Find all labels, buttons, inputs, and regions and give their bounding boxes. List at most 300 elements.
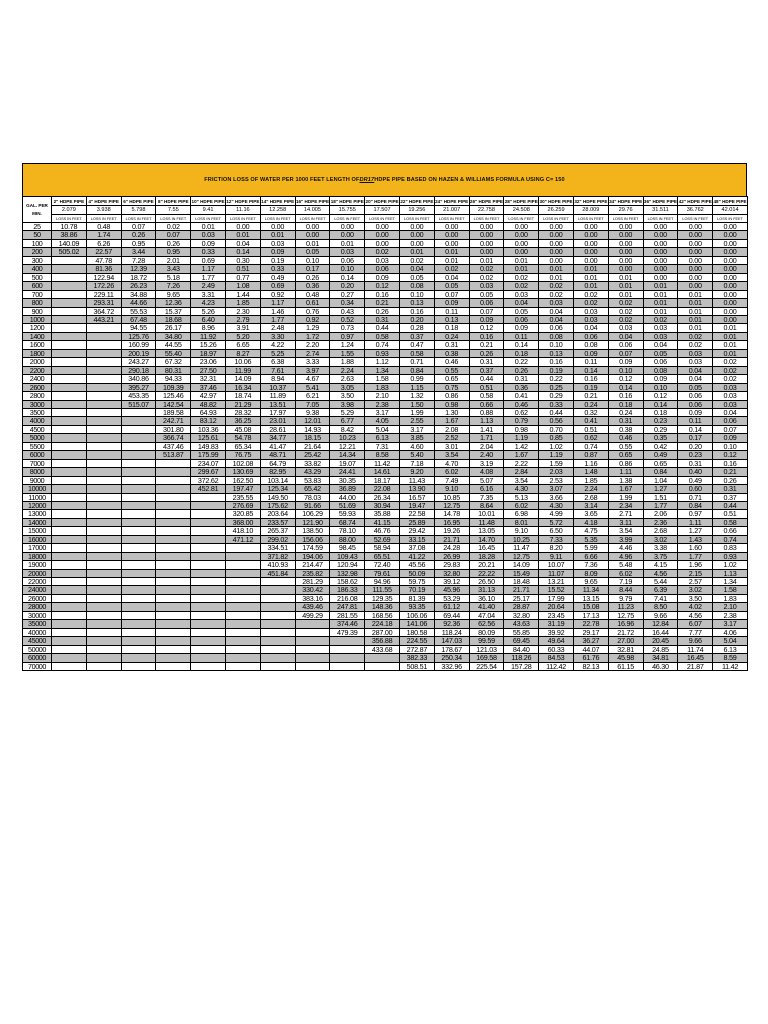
loss-cell: 5.44	[643, 578, 678, 586]
loss-cell	[156, 493, 191, 501]
loss-cell: 0.00	[713, 307, 748, 315]
loss-cell: 16.44	[643, 628, 678, 636]
gpm-cell: 10000	[23, 485, 52, 493]
loss-cell: 25.17	[504, 594, 539, 602]
gpm-cell: 1400	[23, 332, 52, 340]
loss-cell: 2.08	[434, 425, 469, 433]
loss-cell: 3.31	[191, 290, 226, 298]
loss-cell: 0.08	[399, 282, 434, 290]
loss-cell: 23.06	[191, 358, 226, 366]
loss-cell: 50.09	[399, 569, 434, 577]
loss-cell: 15.49	[504, 569, 539, 577]
loss-cell: 0.02	[365, 248, 400, 256]
loss-cell: 32.81	[608, 645, 643, 653]
loss-cell: 37.46	[191, 383, 226, 391]
loss-cell: 43.63	[504, 620, 539, 628]
loss-cell	[156, 476, 191, 484]
gpm-cell: 14000	[23, 518, 52, 526]
loss-cell: 0.03	[713, 400, 748, 408]
loss-cell: 39.12	[434, 578, 469, 586]
loss-cell	[52, 383, 87, 391]
loss-cell	[86, 375, 121, 383]
loss-cell	[191, 662, 226, 670]
loss-cell	[121, 544, 156, 552]
loss-cell: 1.85	[573, 476, 608, 484]
loss-cell: 16.45	[469, 544, 504, 552]
loss-cell: 109.43	[330, 552, 365, 560]
loss-cell	[260, 611, 295, 619]
loss-cell: 4.23	[191, 299, 226, 307]
loss-cell: 46.30	[643, 662, 678, 670]
loss-cell: 0.00	[713, 265, 748, 273]
loss-cell	[260, 620, 295, 628]
loss-cell: 6.07	[678, 620, 713, 628]
table-row	[23, 654, 748, 662]
loss-cell	[121, 594, 156, 602]
loss-cell: 0.00	[295, 231, 330, 239]
loss-cell: 224.18	[365, 620, 400, 628]
loss-cell	[52, 282, 87, 290]
loss-cell: 1.13	[469, 417, 504, 425]
loss-cell: 61.76	[573, 654, 608, 662]
loss-cell: 3.54	[608, 527, 643, 535]
loss-cell: 453.35	[121, 392, 156, 400]
loss-cell: 125.34	[260, 485, 295, 493]
loss-cell: 8.44	[608, 586, 643, 594]
loss-cell: 0.16	[539, 358, 574, 366]
loss-cell	[52, 527, 87, 535]
table-row	[23, 417, 748, 425]
loss-cell: 0.00	[399, 239, 434, 247]
loss-cell: 45.08	[225, 425, 260, 433]
pipe-size-header: 42" HDPE PIPE	[678, 198, 712, 204]
loss-cell: 189.58	[156, 408, 191, 416]
loss-cell: 5.41	[295, 383, 330, 391]
gpm-cell: 3500	[23, 408, 52, 416]
loss-cell	[52, 366, 87, 374]
loss-cell	[121, 637, 156, 645]
loss-cell: 7.41	[643, 594, 678, 602]
loss-cell: 0.87	[573, 451, 608, 459]
gpm-cell: 40000	[23, 628, 52, 636]
pipe-size-header: 10" HDPE PIPE	[191, 198, 225, 204]
table-row	[23, 349, 748, 357]
loss-cell: 0.01	[678, 290, 713, 298]
loss-cell: 94.96	[365, 578, 400, 586]
loss-cell: 24.41	[330, 468, 365, 476]
table-row	[23, 645, 748, 653]
gpm-cell: 900	[23, 307, 52, 315]
loss-cell	[52, 628, 87, 636]
loss-cell	[121, 501, 156, 509]
loss-cell: 0.00	[678, 239, 713, 247]
loss-cell: 0.05	[399, 273, 434, 281]
loss-cell: 78.03	[295, 493, 330, 501]
loss-cell: 121.03	[469, 645, 504, 653]
loss-cell	[121, 535, 156, 543]
loss-cell: 0.41	[573, 417, 608, 425]
loss-cell: 0.02	[156, 223, 191, 231]
loss-cell: 1.58	[713, 586, 748, 594]
table-row	[23, 434, 748, 442]
pipe-id-value: 15.755	[330, 206, 365, 215]
loss-cell: 2.79	[225, 315, 260, 323]
table-row	[23, 231, 748, 239]
loss-cell: 1.16	[573, 459, 608, 467]
loss-cell	[225, 594, 260, 602]
loss-cell: 0.00	[260, 223, 295, 231]
loss-cell: 0.01	[295, 239, 330, 247]
loss-cell: 0.06	[573, 332, 608, 340]
loss-cell: 11.92	[191, 332, 226, 340]
table-row	[23, 408, 748, 416]
table-row	[23, 518, 748, 526]
loss-cell: 0.21	[469, 341, 504, 349]
loss-cell: 0.00	[399, 231, 434, 239]
loss-cell: 0.10	[539, 341, 574, 349]
loss-cell: 2.84	[504, 468, 539, 476]
loss-cell: 24.28	[434, 544, 469, 552]
loss-cell: 1.77	[678, 552, 713, 560]
loss-cell: 1.12	[365, 358, 400, 366]
loss-cell	[121, 476, 156, 484]
pipe-size-header: 24" HDPE PIPE	[435, 198, 469, 204]
loss-cell: 55.53	[121, 307, 156, 315]
loss-cell	[156, 662, 191, 670]
loss-cell	[156, 485, 191, 493]
loss-cell: 22.08	[365, 485, 400, 493]
loss-cell: 4.06	[713, 628, 748, 636]
loss-cell: 2.10	[365, 392, 400, 400]
loss-cell: 0.03	[469, 282, 504, 290]
loss-cell	[156, 544, 191, 552]
loss-cell: 1.02	[713, 561, 748, 569]
loss-cell: 3.65	[573, 510, 608, 518]
table-row	[23, 637, 748, 645]
loss-cell: 0.13	[539, 349, 574, 357]
loss-cell: 4.75	[573, 527, 608, 535]
loss-cell: 0.01	[713, 324, 748, 332]
table-row	[23, 544, 748, 552]
gpm-cell: 600	[23, 282, 52, 290]
loss-cell: 5.26	[191, 307, 226, 315]
loss-cell: 121.90	[295, 518, 330, 526]
loss-cell	[156, 645, 191, 653]
loss-cell: 16.96	[608, 620, 643, 628]
loss-cell: 44.07	[573, 645, 608, 653]
loss-cell: 0.01	[608, 282, 643, 290]
loss-cell	[156, 637, 191, 645]
loss-cell: 0.01	[643, 290, 678, 298]
loss-cell	[225, 544, 260, 552]
table-row	[23, 425, 748, 433]
pipe-id-value: 14.005	[295, 206, 330, 215]
loss-cell: 0.25	[539, 383, 574, 391]
loss-cell: 14.70	[469, 535, 504, 543]
loss-cell: 12.75	[434, 501, 469, 509]
loss-cell: 106.29	[295, 510, 330, 518]
loss-cell: 9.10	[434, 485, 469, 493]
loss-cell: 0.01	[573, 265, 608, 273]
loss-cell: 0.13	[434, 315, 469, 323]
loss-cell: 7.28	[121, 256, 156, 264]
loss-cell: 20.45	[643, 637, 678, 645]
loss-cell: 0.70	[539, 425, 574, 433]
loss-cell: 13.51	[260, 400, 295, 408]
loss-cell: 1.02	[539, 442, 574, 450]
loss-cell	[86, 366, 121, 374]
loss-cell: 2.57	[678, 578, 713, 586]
pipe-id-value: 29.76	[608, 206, 643, 215]
loss-cell: 0.09	[260, 248, 295, 256]
loss-cell: 0.00	[678, 273, 713, 281]
loss-cell: 17.97	[260, 408, 295, 416]
loss-cell: 0.86	[434, 392, 469, 400]
loss-cell	[86, 459, 121, 467]
loss-cell: 0.00	[504, 223, 539, 231]
loss-cell: 0.03	[365, 256, 400, 264]
loss-cell: 0.02	[713, 375, 748, 383]
loss-cell	[121, 552, 156, 560]
loss-cell: 0.37	[713, 493, 748, 501]
loss-cell	[121, 578, 156, 586]
loss-cell: 0.95	[121, 239, 156, 247]
gpm-cell: 2600	[23, 383, 52, 391]
units-label: LOSS IN FEET	[191, 215, 226, 223]
loss-cell: 383.16	[295, 594, 330, 602]
gpm-cell: 11000	[23, 493, 52, 501]
loss-cell: 293.31	[86, 299, 121, 307]
loss-cell: 0.00	[678, 282, 713, 290]
loss-cell	[191, 645, 226, 653]
loss-cell: 0.03	[330, 248, 365, 256]
loss-cell: 81.36	[86, 265, 121, 273]
loss-cell: 437.46	[156, 442, 191, 450]
units-label: LOSS IN FEET	[330, 215, 365, 223]
loss-cell	[191, 561, 226, 569]
loss-cell: 0.01	[434, 248, 469, 256]
loss-cell: 0.00	[678, 231, 713, 239]
loss-cell: 235.55	[225, 493, 260, 501]
loss-cell	[86, 611, 121, 619]
loss-cell: 12.01	[295, 417, 330, 425]
loss-cell: 44.00	[330, 493, 365, 501]
loss-cell	[52, 400, 87, 408]
loss-cell: 7.31	[365, 442, 400, 450]
loss-cell: 0.71	[678, 493, 713, 501]
table-row	[23, 223, 748, 231]
gpm-cell: 50	[23, 231, 52, 239]
loss-cell	[295, 645, 330, 653]
loss-cell	[86, 501, 121, 509]
loss-cell: 0.49	[260, 273, 295, 281]
pipe-id-value: 31.511	[643, 206, 678, 215]
loss-cell: 0.00	[330, 231, 365, 239]
loss-cell: 0.00	[295, 223, 330, 231]
loss-cell: 1.42	[504, 442, 539, 450]
loss-cell: 84.53	[539, 654, 574, 662]
loss-cell: 72.40	[365, 561, 400, 569]
loss-cell: 103.36	[191, 425, 226, 433]
loss-cell: 9.65	[156, 290, 191, 298]
loss-cell: 281.29	[295, 578, 330, 586]
loss-cell: 88.00	[330, 535, 365, 543]
loss-cell: 6.13	[713, 645, 748, 653]
loss-cell	[225, 561, 260, 569]
loss-cell: 32.80	[504, 611, 539, 619]
loss-cell	[191, 544, 226, 552]
loss-cell	[86, 476, 121, 484]
gpm-cell: 35000	[23, 620, 52, 628]
loss-cell: 1.48	[573, 468, 608, 476]
loss-cell: 9.11	[539, 552, 574, 560]
loss-cell: 8.59	[713, 654, 748, 662]
gpm-cell: 1000	[23, 315, 52, 323]
table-row	[23, 332, 748, 340]
loss-cell: 0.10	[295, 256, 330, 264]
loss-cell: 14.34	[330, 451, 365, 459]
loss-cell: 0.00	[713, 231, 748, 239]
loss-cell: 22.57	[86, 248, 121, 256]
loss-cell: 0.16	[399, 307, 434, 315]
loss-cell	[191, 620, 226, 628]
pipe-id-value: 28.009	[573, 206, 608, 215]
loss-cell: 2.01	[156, 256, 191, 264]
loss-cell	[52, 425, 87, 433]
loss-cell: 0.17	[678, 434, 713, 442]
loss-cell: 15.37	[156, 307, 191, 315]
loss-cell: 30.94	[365, 501, 400, 509]
loss-cell	[52, 290, 87, 298]
loss-cell: 2.06	[643, 510, 678, 518]
loss-cell: 0.05	[469, 290, 504, 298]
loss-cell	[121, 493, 156, 501]
loss-cell: 0.26	[504, 366, 539, 374]
gpm-cell: 100	[23, 239, 52, 247]
loss-cell: 10.37	[260, 383, 295, 391]
loss-cell: 1.27	[678, 527, 713, 535]
pipe-id-value: 22.758	[469, 206, 504, 215]
gpm-cell: 4000	[23, 417, 52, 425]
loss-cell: 26.50	[469, 578, 504, 586]
loss-cell: 4.30	[504, 485, 539, 493]
loss-cell	[156, 594, 191, 602]
loss-cell	[52, 594, 87, 602]
loss-cell: 395.27	[121, 383, 156, 391]
loss-cell: 0.00	[539, 231, 574, 239]
pipe-id-value: 26.259	[539, 206, 574, 215]
loss-cell: 27.00	[608, 637, 643, 645]
loss-cell: 22.22	[469, 569, 504, 577]
loss-cell	[191, 493, 226, 501]
loss-cell	[260, 662, 295, 670]
loss-cell: 0.02	[399, 256, 434, 264]
loss-cell: 24.85	[643, 645, 678, 653]
gpm-cell: 9000	[23, 476, 52, 484]
loss-cell: 0.00	[678, 248, 713, 256]
loss-cell: 51.69	[330, 501, 365, 509]
loss-cell: 118.24	[434, 628, 469, 636]
table-header	[23, 197, 748, 223]
loss-cell: 21.72	[608, 628, 643, 636]
loss-cell: 26.34	[365, 493, 400, 501]
loss-cell: 1.46	[260, 307, 295, 315]
loss-cell: 214.47	[295, 561, 330, 569]
loss-cell	[52, 493, 87, 501]
loss-cell: 4.67	[295, 375, 330, 383]
units-label: LOSS IN FEET	[434, 215, 469, 223]
loss-cell: 0.01	[608, 273, 643, 281]
loss-cell: 4.70	[434, 459, 469, 467]
loss-cell: 0.00	[225, 223, 260, 231]
loss-cell: 2.03	[539, 468, 574, 476]
loss-cell	[86, 510, 121, 518]
loss-cell: 10.01	[469, 510, 504, 518]
loss-cell: 0.14	[225, 248, 260, 256]
loss-cell: 0.00	[365, 231, 400, 239]
loss-cell: 0.01	[330, 239, 365, 247]
loss-cell: 53.29	[434, 594, 469, 602]
loss-cell: 0.05	[295, 248, 330, 256]
loss-cell: 0.44	[365, 324, 400, 332]
loss-cell: 505.02	[52, 248, 87, 256]
loss-cell: 0.12	[643, 392, 678, 400]
loss-cell: 0.60	[678, 485, 713, 493]
table-row	[23, 392, 748, 400]
loss-cell: 79.61	[365, 569, 400, 577]
loss-cell: 0.00	[399, 223, 434, 231]
loss-cell: 0.65	[434, 375, 469, 383]
loss-cell: 23.01	[260, 417, 295, 425]
loss-cell: 0.05	[643, 349, 678, 357]
pipe-size-header: 28" HDPE PIPE	[504, 198, 538, 204]
loss-cell: 0.71	[399, 358, 434, 366]
loss-cell: 0.31	[608, 417, 643, 425]
loss-cell	[225, 628, 260, 636]
loss-cell: 6.77	[330, 417, 365, 425]
loss-cell: 13.90	[399, 485, 434, 493]
gpm-cell: 50000	[23, 645, 52, 653]
loss-cell: 0.51	[713, 510, 748, 518]
loss-cell: 4.30	[539, 501, 574, 509]
loss-cell: 25.42	[295, 451, 330, 459]
loss-cell: 0.16	[573, 375, 608, 383]
loss-cell: 0.77	[225, 273, 260, 281]
loss-cell: 0.29	[539, 392, 574, 400]
loss-cell: 78.10	[330, 527, 365, 535]
loss-cell: 229.11	[86, 290, 121, 298]
loss-cell	[225, 586, 260, 594]
gpm-cell: 17000	[23, 544, 52, 552]
loss-cell: 0.47	[399, 341, 434, 349]
loss-cell	[52, 544, 87, 552]
loss-cell: 334.51	[260, 544, 295, 552]
loss-cell: 382.33	[399, 654, 434, 662]
loss-cell	[156, 459, 191, 467]
loss-cell: 16.57	[399, 493, 434, 501]
loss-cell: 0.00	[713, 273, 748, 281]
loss-cell: 7.26	[156, 282, 191, 290]
loss-cell	[225, 611, 260, 619]
loss-cell: 0.06	[469, 299, 504, 307]
loss-cell: 0.16	[365, 290, 400, 298]
loss-cell: 1.34	[365, 366, 400, 374]
loss-cell	[365, 662, 400, 670]
loss-cell: 65.42	[295, 485, 330, 493]
loss-cell: 2.34	[608, 501, 643, 509]
loss-cell: 1.29	[295, 324, 330, 332]
loss-cell: 0.03	[504, 290, 539, 298]
